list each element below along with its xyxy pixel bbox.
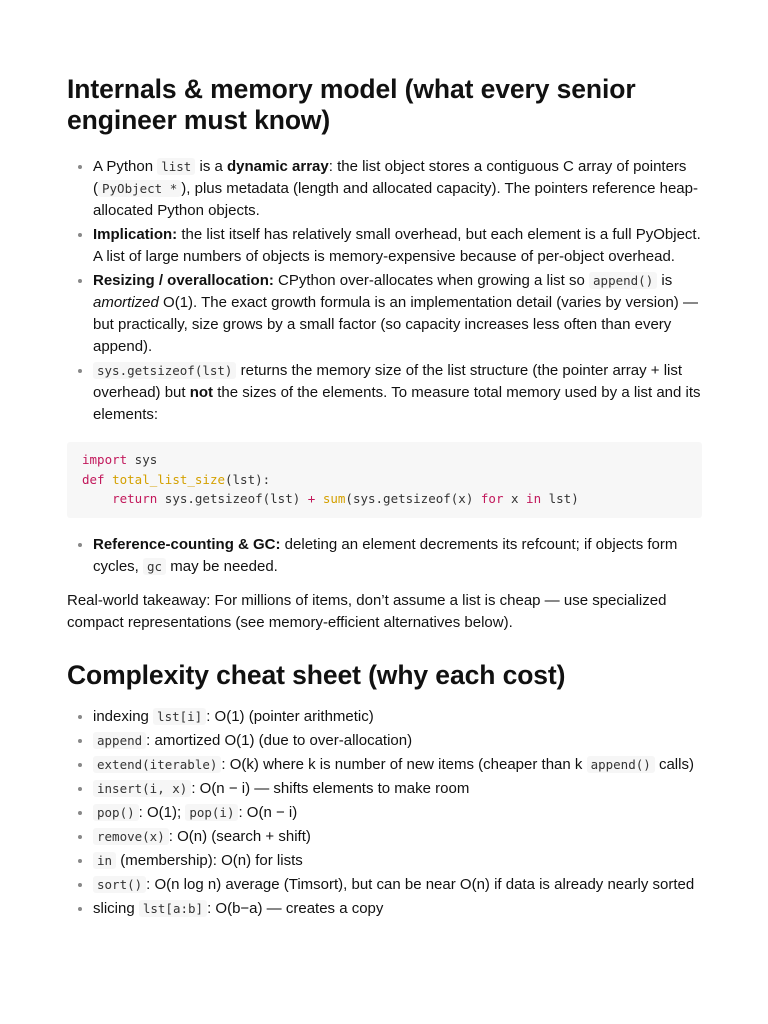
code-text: x (503, 491, 527, 506)
text: (membership): O(n) for lists (116, 851, 303, 869)
code-block (67, 442, 702, 518)
code-text: lst) (541, 491, 579, 506)
text: CPython over-allocates when growing a list so (273, 272, 590, 289)
section-heading-internals: Internals & memory model (what every senior engineer must know) (67, 74, 636, 135)
list-item-getsizeof (67, 360, 702, 426)
list-item-indexing (67, 706, 702, 728)
text: slicing (93, 899, 139, 917)
inline-code: sys.getsizeof(lst) (93, 362, 236, 379)
inline-code: in (93, 852, 116, 869)
list-item-append (67, 730, 702, 752)
code-keyword: def (82, 471, 105, 487)
text: the list itself has relatively small overhead, but each element is a full PyObject. A list of large numbers of objects is memory-expensive because of per-object overhead. (93, 226, 701, 265)
text: : O(b−a) — creates a copy (207, 899, 384, 917)
code-function-name: total_list_size (112, 471, 225, 487)
internals-list (67, 156, 702, 426)
inline-code: append() (589, 272, 657, 289)
text: the sizes of the elements. To measure total memory used by a list and its elements: (93, 384, 701, 423)
list-item-membership (67, 850, 702, 872)
text: O(1). The exact growth formula is an implementation detail (varies by version) — but practically, size grows by a small factor (so capacity increases less often than every append). (93, 294, 698, 355)
text: indexing (93, 707, 154, 725)
code-indent (82, 491, 112, 506)
text: returns the memory size of the list structure (the pointer array + list overhead) but (93, 362, 683, 401)
bold-text: Resizing / overallocation: (93, 272, 274, 289)
inline-code: lst[a:b] (139, 900, 207, 917)
inline-code: PyObject * (98, 180, 181, 197)
code-keyword: for (480, 491, 504, 506)
code-builtin: sum (322, 491, 346, 506)
list-item-gc (67, 534, 702, 578)
bold-text: Implication: (93, 226, 178, 243)
text: : O(n log n) average (Timsort), but can be near O(n) if data is already nearly sorted (146, 875, 695, 893)
text: ), plus metadata (length and allocated capacity). The pointers reference heap-allocated Python objects. (93, 180, 698, 219)
list-item-pop (67, 802, 702, 824)
code-keyword: in (526, 491, 542, 506)
gc-list (67, 534, 702, 578)
list-item-dynamic-array (67, 156, 702, 222)
inline-code: list (157, 158, 195, 175)
inline-code: gc (143, 558, 166, 575)
inline-code: insert(i, x) (93, 780, 191, 797)
text: : O(n − i) — shifts elements to make room (191, 779, 470, 797)
bold-text: Reference-counting & GC: (93, 535, 281, 553)
code-text: (sys.getsizeof(x) (345, 491, 481, 506)
inline-code: pop(i) (185, 804, 238, 821)
text: is (657, 272, 673, 289)
text: : O(1); (138, 803, 186, 821)
code-text: (lst): (225, 471, 271, 487)
inline-code: remove(x) (93, 828, 169, 845)
code-text (105, 472, 113, 487)
code-text (315, 491, 323, 506)
bold-text: not (189, 384, 214, 401)
italic-text: amortized (93, 294, 159, 311)
code-operator: + (307, 491, 316, 506)
text: may be needed. (166, 557, 278, 575)
text: : O(n − i) (238, 803, 298, 821)
inline-code: sort() (93, 876, 146, 893)
text: : O(k) where k is number of new items (cheaper than k (221, 755, 587, 773)
code-keyword: return (112, 491, 158, 506)
text: is a (195, 158, 228, 175)
list-item-insert (67, 778, 702, 800)
text: deleting an element decrements its refcount; if objects form cycles, (93, 535, 678, 575)
list-item-slicing (67, 898, 702, 920)
inline-code: extend(iterable) (93, 756, 221, 773)
text: A Python (93, 158, 158, 175)
inline-code: lst[i] (153, 708, 206, 725)
list-item-remove (67, 826, 702, 848)
list-item-implication (67, 224, 702, 268)
list-item-extend (67, 754, 702, 776)
complexity-list (67, 706, 702, 920)
text: : amortized O(1) (due to over-allocation) (146, 731, 413, 749)
text: : O(1) (pointer arithmetic) (206, 707, 374, 725)
code-text: sys.getsizeof(lst) (157, 491, 308, 506)
list-item-resizing (67, 270, 702, 358)
inline-code: append (93, 732, 146, 749)
text: : O(n) (search + shift) (168, 827, 311, 845)
inline-code: append() (587, 756, 655, 773)
inline-code: pop() (93, 804, 139, 821)
text: calls) (654, 755, 694, 773)
text: : the list object stores a contiguous C array of pointers ( (93, 158, 687, 197)
bold-text: dynamic array (227, 158, 329, 175)
takeaway-paragraph: Real-world takeaway: For millions of items, don’t assume a list is cheap — use specialized compact representations (see memory-efficient alternatives below). (67, 591, 667, 631)
section-heading-complexity: Complexity cheat sheet (why each cost) (67, 659, 566, 690)
list-item-sort (67, 874, 702, 896)
code-text: sys (127, 452, 158, 467)
code-keyword: import (82, 452, 128, 467)
